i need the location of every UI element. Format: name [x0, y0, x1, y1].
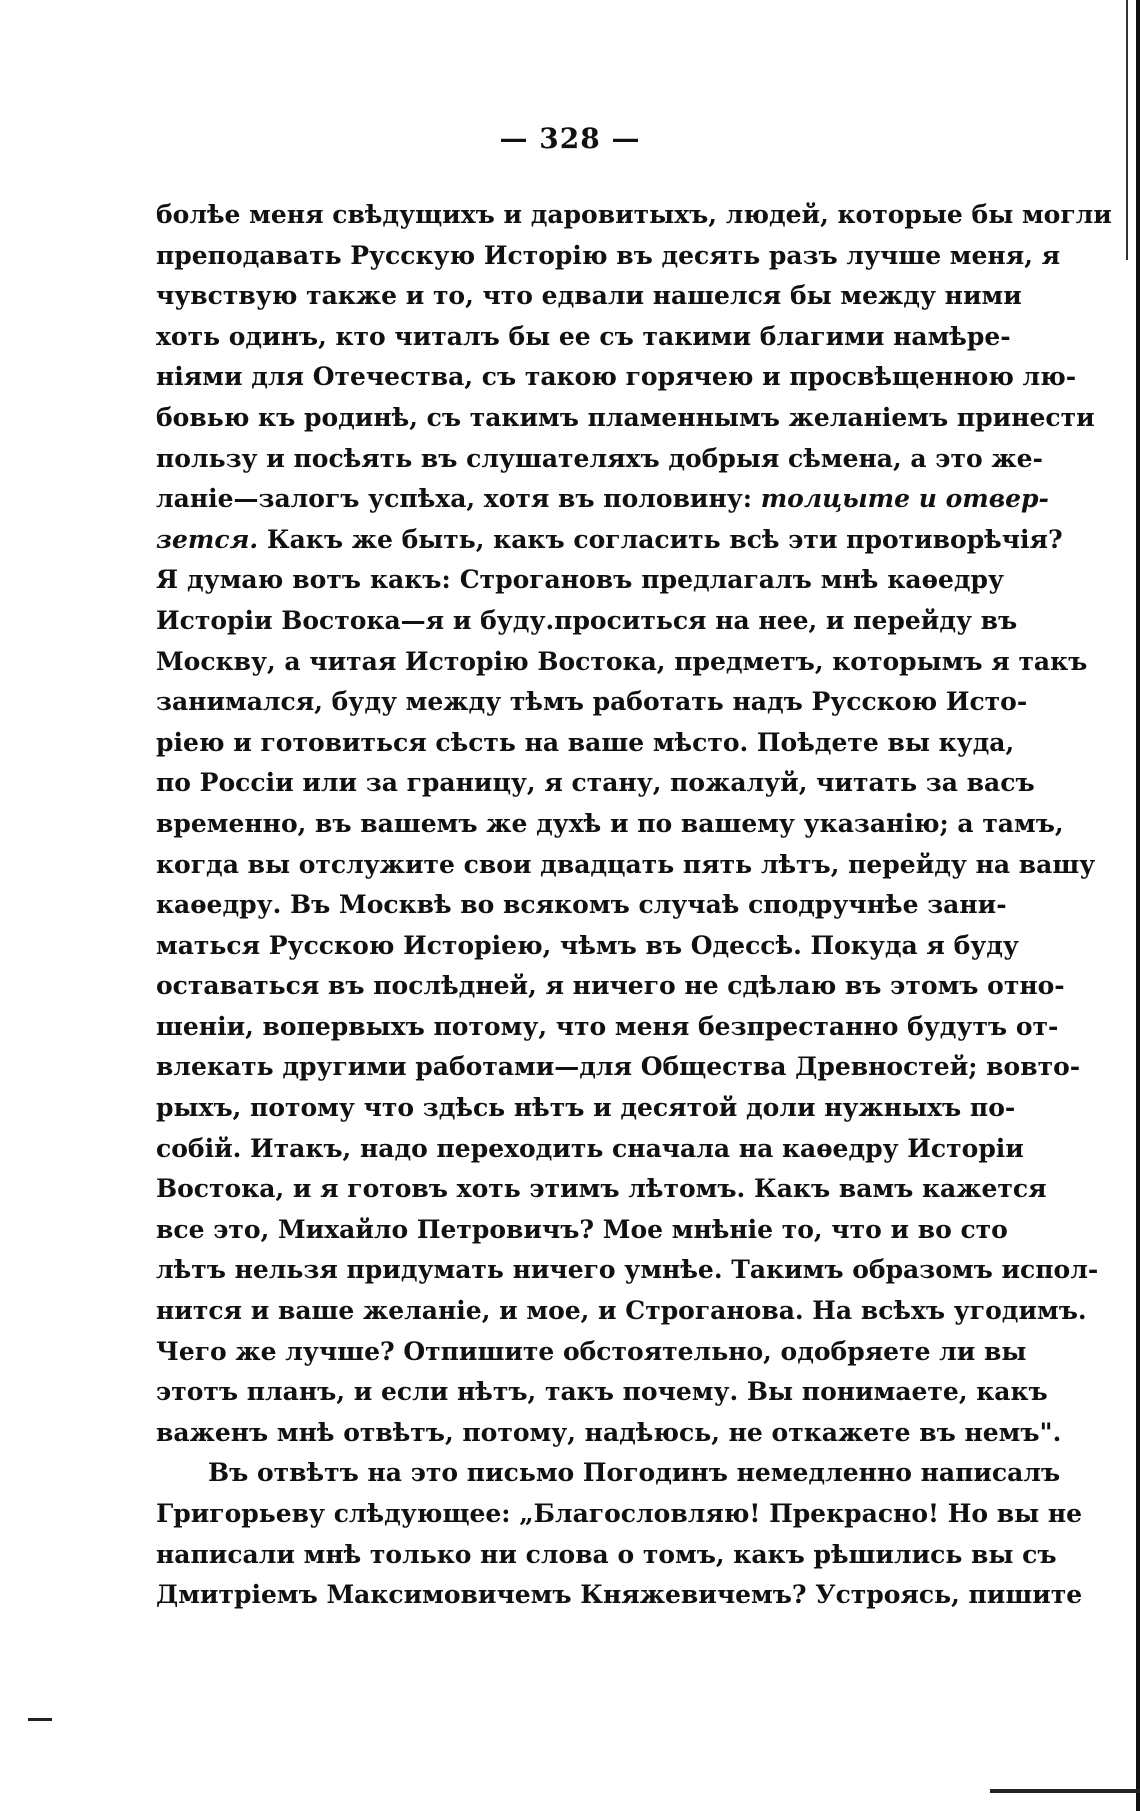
- line-segment: ланіе—залогъ успѣха, хотя въ половину:: [156, 484, 761, 514]
- paragraph-first-line: Въ отвѣтъ на это письмо Погодинъ немедленно написалъ: [208, 1458, 1061, 1488]
- text-line: преподавать Русскую Исторію въ десять разъ лучше меня, я: [156, 240, 1061, 270]
- scan-mark: [28, 1718, 52, 1721]
- text-line-mixed: [156, 520, 1063, 561]
- italic-quote: зется.: [156, 524, 259, 554]
- scan-mark: [990, 1789, 1140, 1793]
- line-segment: Какъ же быть, какъ согласить всѣ эти противорѣчія?: [258, 524, 1063, 554]
- text-line: каѳедру. Въ Москвѣ во всякомъ случаѣ сподручнѣе зани-: [156, 890, 1007, 920]
- body-text: [156, 195, 1112, 1616]
- text-line: собій. Итакъ, надо переходить сначала на каѳедру Исторіи: [156, 1133, 1024, 1163]
- text-line: пользу и посѣять въ слушателяхъ добрыя сѣмена, а это же-: [156, 443, 1043, 473]
- text-line: шеніи, вопервыхъ потому, что меня безпрестанно будутъ от-: [156, 1011, 1059, 1041]
- text-line: ріею и готовиться сѣсть на ваше мѣсто. Поѣдете вы куда,: [156, 727, 1015, 757]
- text-line: хоть одинъ, кто читалъ бы ее съ такими благими намѣре-: [156, 321, 1011, 351]
- text-line: чувствую также и то, что едвали нашелся бы между ними: [156, 281, 1022, 311]
- text-line: Я думаю вотъ какъ: Строгановъ предлагалъ мнѣ каѳедру: [156, 565, 1004, 595]
- text-line: этотъ планъ, и если нѣтъ, такъ почему. Вы понимаете, какъ: [156, 1377, 1048, 1407]
- text-line: временно, въ вашемъ же духѣ и по вашему указанію; а тамъ,: [156, 808, 1064, 838]
- text-line: Дмитріемъ Максимовичемъ Княжевичемъ? Устроясь, пишите: [156, 1580, 1083, 1610]
- text-line: болѣе меня свѣдущихъ и даровитыхъ, людей, которые бы могли: [156, 200, 1112, 229]
- text-line: все это, Михайло Петровичъ? Мое мнѣніе то, что и во сто: [156, 1214, 1008, 1244]
- text-line: маться Русскою Исторіею, чѣмъ въ Одессѣ. Покуда я буду: [156, 930, 1019, 960]
- text-line: Москву, а читая Исторію Востока, предметъ, которымъ я такъ: [156, 646, 1088, 676]
- text-line: рыхъ, потому что здѣсь нѣтъ и десятой доли нужныхъ по-: [156, 1093, 1016, 1123]
- text-line: когда вы отслужите свои двадцать пять лѣтъ, перейду на вашу: [156, 849, 1096, 879]
- text-line: по Россіи или за границу, я стану, пожалуй, читать за васъ: [156, 768, 1035, 798]
- text-line: бовью къ родинѣ, съ такимъ пламеннымъ желаніемъ принести: [156, 402, 1095, 432]
- text-line: нится и ваше желаніе, и мое, и Строганова. На всѣхъ угодимъ.: [156, 1296, 1087, 1326]
- text-line: Чего же лучше? Отпишите обстоятельно, одобряете ли вы: [156, 1336, 1027, 1366]
- text-line: лѣтъ нельзя придумать ничего умнѣе. Такимъ образомъ испол-: [156, 1255, 1099, 1285]
- text-line: Исторіи Востока—я и буду.проситься на нее, и перейду въ: [156, 605, 1018, 635]
- text-line: оставаться въ послѣдней, я ничего не сдѣлаю въ этомъ отно-: [156, 971, 1065, 1001]
- page-number: — 328 —: [499, 122, 641, 155]
- text-line: занимался, буду между тѣмъ работать надъ Русскою Исто-: [156, 687, 1028, 717]
- text-line: Григорьеву слѣдующее: „Благословляю! Прекрасно! Но вы не: [156, 1499, 1083, 1528]
- page-edge-rule: [1136, 0, 1140, 1811]
- text-line: Востока, и я готовъ хоть этимъ лѣтомъ. Какъ вамъ кажется: [156, 1174, 1047, 1204]
- text-line: ніями для Отечества, съ такою горячею и просвѣщенною лю-: [156, 362, 1077, 392]
- text-line: написали мнѣ только ни слова о томъ, какъ рѣшились вы съ: [156, 1539, 1057, 1569]
- text-line-mixed: [156, 479, 1049, 520]
- text-line: влекать другими работами—для Общества Древностей; вовто-: [156, 1052, 1081, 1082]
- italic-quote: толцыте и отвер-: [760, 484, 1049, 514]
- text-line: важенъ мнѣ отвѣтъ, потому, надѣюсь, не откажете въ немъ".: [156, 1417, 1062, 1447]
